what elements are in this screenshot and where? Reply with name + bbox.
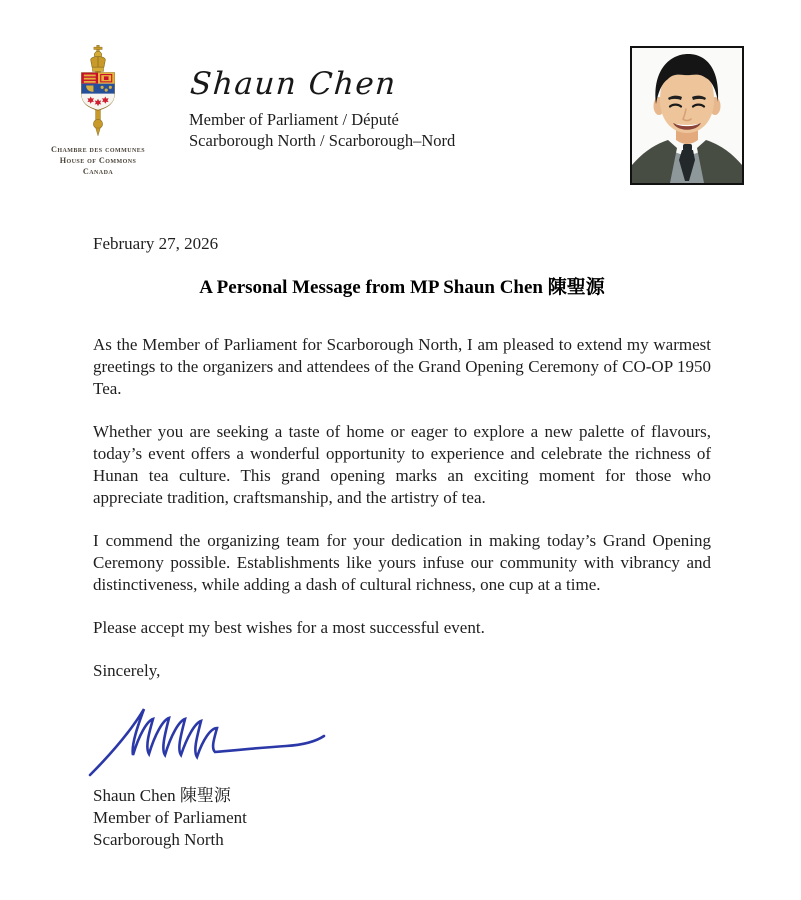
signer-name: Shaun Chen 陳聖源	[93, 786, 231, 805]
mp-name-script: Shaun Chen	[189, 66, 398, 102]
letter-title: A Personal Message from MP Shaun Chen 陳聖源	[199, 277, 605, 298]
letter-date: February 27, 2026	[93, 234, 219, 253]
letterhead-name-block	[189, 66, 455, 151]
body-paragraph-1: As the Member of Parliament for Scarborough North, I am pleased to extend my warmest greetings to the organizers and attendees of the Grand Opening Ceremony of CO-OP 1950 Tea.	[93, 335, 711, 398]
house-of-commons-crest	[32, 44, 164, 177]
mp-portrait-photo	[630, 46, 744, 185]
body-paragraph-3: I commend the organizing team for your dedication in making today’s Grand Opening Ceremony possible. Establishments like yours infuse our community with vibrancy and distinctiveness, while adding a dash of cultural richness, one cup at a time.	[93, 531, 711, 594]
crest-caption-line-en: House of Commons	[59, 156, 137, 165]
crest-caption	[32, 144, 164, 177]
crest-caption-line-fr: Chambre des communes	[50, 145, 145, 154]
portrait-illustration	[632, 48, 742, 183]
crest-caption-line-canada: Canada	[82, 167, 114, 176]
signature-ink-icon	[86, 703, 346, 779]
coat-of-arms-mace-icon	[66, 44, 130, 138]
body-paragraph-2: Whether you are seeking a taste of home or eager to explore a new palette of flavours, today’s event offers a wonderful opportunity to experience and celebrate the richness of Hunan tea culture. This grand opening marks an exciting moment for those who appreciate tradition, craftsmanship, and the artistry of tea.	[93, 422, 711, 507]
handwritten-signature	[86, 703, 346, 779]
mp-role-line: Member of Parliament / Député	[189, 110, 399, 129]
letter-body	[93, 233, 711, 851]
signer-riding: Scarborough North	[93, 830, 224, 849]
closing-salutation: Sincerely,	[93, 661, 161, 680]
body-paragraph-4: Please accept my best wishes for a most successful event.	[93, 618, 485, 637]
mp-riding-line: Scarborough North / Scarborough–Nord	[189, 131, 456, 150]
signer-role: Member of Parliament	[93, 808, 247, 827]
